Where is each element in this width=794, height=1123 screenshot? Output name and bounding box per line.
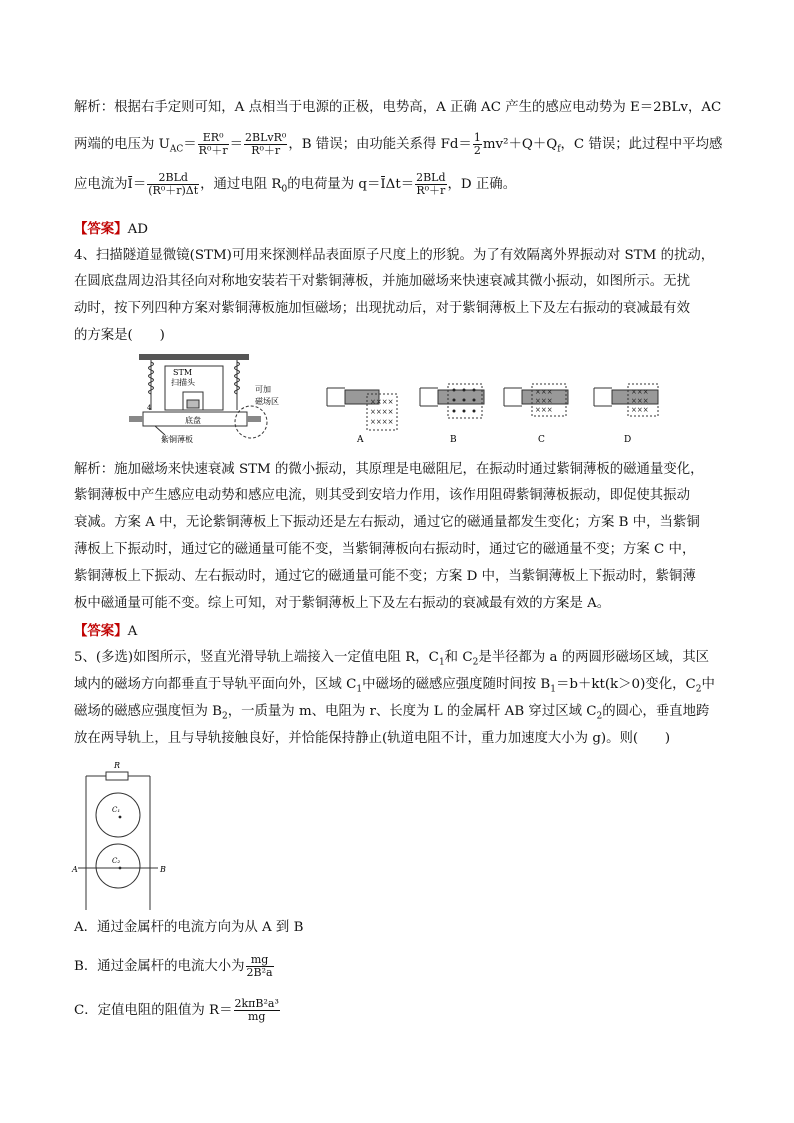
svg-text:××××: ×××× — [370, 408, 394, 416]
svg-text:×××: ××× — [535, 397, 553, 405]
analysis3-line2: 两端的电压为 $U_{AC}=$ $\frac{\text{ER⁰}}{\text{R⁰＋r}}$ ＝ $\frac{\text{2BLvR⁰}}{\text{R⁰＋r}}$ ，B 错误；由功能关系得 Fd＝ $\frac{1}{2}$ $mv^2+Q+Q_f$，C 错误；此过程中平均感 — [74, 131, 723, 157]
svg-text:B: B — [450, 435, 457, 444]
fraction: $\frac{mg}{\text{2B²a}}$ — [246, 953, 273, 979]
analysis4-line1: 解析：施加磁场来快速衰减 STM 的微小振动，其原理是电磁阻尼，在振动时通过紫铜薄板的磁通量变化， — [74, 462, 704, 477]
q5-option-a: A．通过金属杆的电流方向为从 A 到 B — [74, 920, 304, 935]
svg-text:A: A — [357, 435, 364, 444]
q5-option-b: B．通过金属杆的电流大小为 $\frac{mg}{\text{2B²a}}$ — [74, 953, 273, 979]
svg-text:×××: ××× — [631, 388, 649, 396]
field-region-marker — [233, 380, 293, 440]
svg-text:磁场区: 磁场区 — [255, 397, 279, 406]
q4-line4: 的方案是( ) — [74, 328, 165, 343]
analysis3-line1: 解析：根据右手定则可知，A 点相当于电源的正极，电势高，A 正确 AC 产生的感应电动势为 E＝2BLv，AC — [74, 100, 722, 115]
q5-line1: 5、(多选)如图所示，竖直光滑导轨上端接入一定值电阻 R，$C_1$和 $C_2$是半径都为 a 的两圆形磁场区域，其区 — [74, 650, 710, 668]
fraction: $\frac{\text{2kπB²a³}}{mg}$ — [234, 997, 279, 1023]
q4-line3: 动时，按下列四种方案对紫铜薄板施加恒磁场；出现扰动后，对于紫铜薄板上下及左右振动的衰减最有效 — [74, 301, 690, 316]
svg-text:D: D — [624, 435, 632, 444]
svg-text:×××: ××× — [631, 397, 649, 405]
rod-end-a: A — [72, 865, 78, 874]
svg-text:××××: ×××× — [370, 418, 394, 426]
spring-number: 4 — [147, 404, 152, 412]
svg-text:C: C — [538, 435, 545, 444]
resistor-label: R — [114, 761, 121, 770]
svg-text:可加: 可加 — [255, 385, 271, 394]
option-b-figure — [418, 382, 498, 444]
rod-end-b: B — [160, 865, 166, 874]
rail-figure — [70, 760, 170, 910]
c2-label: C₂ — [112, 857, 121, 865]
answer4: 【答案】A — [74, 623, 138, 639]
q4-line1: 4、扫描隧道显微镜(STM)可用来探测样品表面原子尺度上的形貌。为了有效隔离外界振动对 STM 的扰动， — [74, 248, 715, 263]
fraction: $\frac{\text{2BLd}}{\text{R⁰＋r}}$ — [416, 171, 446, 197]
option-d-figure — [592, 382, 672, 444]
fraction: $\frac{\text{2BLd}}{\text{(R⁰＋r)Δt}}$ — [148, 171, 199, 197]
option-c-figure — [502, 382, 582, 444]
fraction: $\frac{\text{ER⁰}}{\text{R⁰＋r}}$ — [198, 131, 228, 157]
c1-label: C₁ — [112, 806, 121, 814]
fraction: $\frac{\text{2BLvR⁰}}{\text{R⁰＋r}}$ — [245, 131, 287, 157]
plate-label: 紫铜薄板 — [161, 435, 193, 444]
fraction: $\frac{1}{2}$ — [473, 131, 481, 157]
base-label: 底盘 — [185, 416, 201, 425]
svg-text:×××: ××× — [631, 406, 649, 414]
q5-option-c: C．定值电阻的阻值为 R＝ $\frac{\text{2kπB²a³}}{mg}$ — [74, 997, 279, 1023]
q4-line2: 在圆底盘周边沿其径向对称地安装若干对紫铜薄板，并施加磁场来快速衰减其微小振动，如图所示。无扰 — [74, 274, 690, 289]
option-a-figure — [325, 382, 405, 444]
q5-line4: 放在两导轨上，且与导轨接触良好，并恰能保持静止(轨道电阻不计，重力加速度大小为 g)。则( ) — [74, 731, 671, 746]
analysis4-line3: 衰减。方案 A 中，无论紫铜薄板上下振动还是左右振动，通过它的磁通量都发生变化；方案 B 中，当紫铜 — [74, 515, 700, 530]
analysis4-line2: 紫铜薄板中产生感应电动势和感应电流，则其受到安培力作用，该作用阻碍紫铜薄板振动，即促使其振动 — [74, 488, 690, 503]
answer3: 【答案】AD — [74, 221, 148, 237]
svg-text:×××: ××× — [535, 388, 553, 396]
analysis4-line5: 紫铜薄板上下振动、左右振动时，通过它的磁通量可能不变；方案 D 中，当紫铜薄板上下振动时，紫铜薄 — [74, 569, 696, 584]
stm-label: STM — [173, 368, 193, 377]
q5-line3: 磁场的磁感应强度恒为 $B_2$，一质量为 m、电阻为 r、长度为 L 的金属杆 AB 穿过区域 $C_2$的圆心，垂直地跨 — [74, 704, 710, 722]
analysis4-line6: 板中磁通量可能不变。综上可知，对于紫铜薄板上下及左右振动的衰减最有效的方案是 A。 — [74, 596, 611, 611]
svg-text:××××: ×××× — [370, 398, 394, 406]
analysis4-line4: 薄板上下振动时，通过它的磁通量可能不变，当紫铜薄板向右振动时，通过它的磁通量不变；方案 C 中， — [74, 542, 696, 557]
analysis3-line3: 应电流为Ī＝ $\frac{\text{2BLd}}{\text{(R⁰＋r)Δt}}$ ，通过电阻 $R_0$的电荷量为 q＝ĪΔt＝ $\frac{\text{2BLd}}{\text{R⁰＋r}}$ ，D 正确。 — [74, 171, 517, 197]
svg-text:×××: ××× — [535, 406, 553, 414]
q5-line2: 域内的磁场方向都垂直于导轨平面向外，区域 $C_1$中磁场的磁感应强度随时间按 $B_1=b+kt(k>0)$变化，$C_2$中 — [74, 677, 715, 695]
head-label: 扫描头 — [171, 378, 195, 387]
